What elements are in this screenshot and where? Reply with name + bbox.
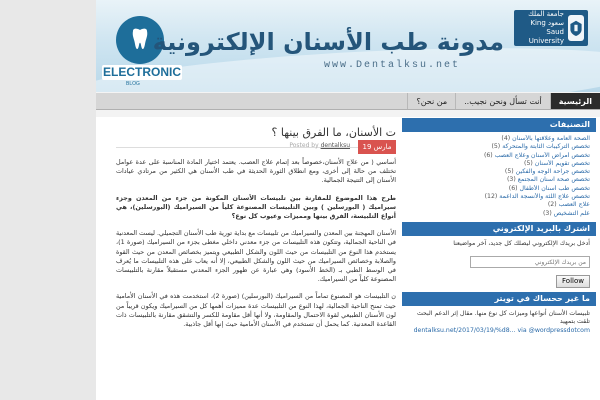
category-count: (6) <box>483 151 493 159</box>
category-label[interactable]: الصحة العامة وعلاقتها بالأسنان <box>512 135 590 142</box>
post-header <box>116 118 396 151</box>
date-badge: مارس 19 <box>358 140 396 154</box>
category-label[interactable]: تخصص تقويم الأسنان <box>534 159 590 167</box>
category-item[interactable] <box>408 168 590 176</box>
university-logo[interactable] <box>514 10 588 46</box>
post-meta <box>289 142 350 149</box>
post-title[interactable]: ت الأسنان، ما الفرق بينها ؟ <box>271 126 396 139</box>
follow-button[interactable]: Follow <box>556 275 590 288</box>
category-count: (3) <box>507 176 516 184</box>
tweet-text: تلبيسات الأسنان أنواعها وميزات كل نوع منها. مقال إثر الدعم البحث تلقت بتمهيد <box>416 309 590 326</box>
tooth-icon <box>125 25 155 55</box>
nav-item-home[interactable]: الرئيسية <box>550 93 600 109</box>
category-count: (5) <box>524 159 533 167</box>
category-label[interactable]: علاج العصب <box>558 201 590 209</box>
page-container <box>96 0 600 400</box>
category-label[interactable]: علم التشخيص <box>553 209 590 217</box>
category-item[interactable] <box>408 201 590 209</box>
category-label[interactable]: تخصص صحة اسنان المجتمع <box>517 176 590 184</box>
university-name: جامعة الملك سعود King Saud University <box>528 10 564 45</box>
tweet-link[interactable]: dentalksu.net/2017/03/19/%d8... via @wordpressdotcom <box>413 326 590 334</box>
category-label[interactable]: تخصص التركيبات الثابتة والمتحركة <box>502 143 590 151</box>
category-item[interactable] <box>408 160 590 168</box>
categories-widget-title: التصنيفات <box>402 118 596 132</box>
category-count: (4) <box>501 135 511 142</box>
main-nav <box>96 92 600 110</box>
category-item[interactable] <box>408 185 590 193</box>
site-title[interactable]: مدونة طب الأسنان الإلكترونية <box>152 28 504 56</box>
category-item[interactable] <box>408 143 590 151</box>
nav-item-about[interactable]: من نحن؟ <box>407 93 455 109</box>
category-count: (12) <box>484 193 498 201</box>
category-label[interactable]: تخصص علاج اللثة والأنسجة الداعمة <box>499 193 590 201</box>
site-header <box>96 0 600 92</box>
category-item[interactable] <box>408 135 590 143</box>
post-paragraph: ن التلبيسات هو المصنوع تماماً من السيراميك (البورسلين) (صورة 2)، استخدمت هذه في الأسنان الأمامية حيث تمنح الناحية الجمالية، لهذا النوع من التلبيسات عدة مميزات أهمها كل من السيراميك ويكون قريباً من لون الأسنان الطبيعي لقوة الاحتمال والمقاومة، ولا أنها أقل مقاومة للكسر والتشقق مقارنة بالتلبيسات ذات القاعدة المعدنية. كما يحمل أن تستخدم في الأسنان الأمامية حيث إنها أقل جاذبية. <box>116 292 396 329</box>
category-label[interactable]: تخصص أمراض الأسنان وعلاج العصب <box>494 151 590 159</box>
logo-subtext: BLOG <box>126 81 140 87</box>
logo-text: ELECTRONIC <box>103 65 181 79</box>
main-content <box>116 118 396 400</box>
category-item[interactable] <box>408 193 590 201</box>
twitter-widget-title: ما غير ححساك في تويتر <box>402 292 596 306</box>
subscribe-widget-title: اشترك بالبريد الإلكتروني <box>402 222 596 236</box>
university-emblem-icon <box>568 15 584 41</box>
post-body <box>116 148 396 329</box>
category-count: (6) <box>508 184 518 192</box>
post-paragraph: أساسي ( من علاج الأسنان،خصوصاً بعد إتمام علاج العصب. يعتمد اختيار المادة المناسبة على عدة عوامل تختلف من حالة إلى أخرى، ومع انطلاق الثورة الحديثة في طب الأسنان هي الكثير من مرتادي عيادات الأسنان إلى التتيجة الجمالية. <box>116 158 396 185</box>
site-url: www.Dentalksu.net <box>323 60 460 71</box>
sidebar <box>402 118 596 400</box>
category-count: (5) <box>504 168 514 176</box>
nav-item-ask[interactable]: أنت تسأل ونحن نجيب.. <box>455 93 550 109</box>
tweet-item <box>402 306 596 336</box>
category-item[interactable] <box>408 176 590 184</box>
category-count: (5) <box>491 143 501 151</box>
post-paragraph: طرح هذا الموضوع للمقارنة بين تلبيسات الأسنان المكونة من جزء من المعدن وجزء سيراميك ( البورسلين ) وبين التلبيسات المصنوعة كلياً من السيراميك (البورسلين)، هي أنواع التلبيسة، الفرق بينها ومميزات وعيوب كل نوع؟ <box>116 193 396 221</box>
email-field[interactable] <box>470 256 590 268</box>
subscribe-text: أدخل بريدك الإلكتروني ليصلك كل جديد، آخر مواضيعنا <box>453 239 590 247</box>
author-link[interactable]: dentalksu <box>320 142 350 149</box>
category-label[interactable]: تخصص طب أسنان الأطفال <box>519 184 590 192</box>
category-count: (3) <box>542 209 552 217</box>
post-paragraph: الأسنان المهجنة بين المعدن والسيراميك من تلبيسات مع بداية تورية طب الأسنان التجميلي. ليست المعدنية في الناحية الجمالية، وتتكون هذه التلبيسات من جزء معدني داخلي مغطى بجزء من السيراميك (صورة 1)، يستخدم هذا النوع من التلبيسات من حيث اللون والشكل الطبيعي ويتميز بخصائص المعدن من حيث القوة والصلابة وخصائص السيراميك من حيث اللون والشكل الطبيعي، إلا أنه يعاب على هذه التلبيسات ما يُعرف في الوسط الطبي بـ (الخط الأسود) وهي عبارة عن ظهور الجزء المعدني مستقبلاً مقارنة بالتلبيسات المصنوعة كلياً من السيراميك. <box>116 229 396 284</box>
category-item[interactable] <box>408 152 590 160</box>
topbar-divider <box>96 110 600 117</box>
category-label[interactable]: تخصص جراحة الوجه والفكين <box>515 168 590 176</box>
category-item[interactable] <box>408 210 590 218</box>
category-list <box>402 132 596 222</box>
category-count: (2) <box>547 201 557 209</box>
posted-by-label: Posted by <box>289 142 319 149</box>
